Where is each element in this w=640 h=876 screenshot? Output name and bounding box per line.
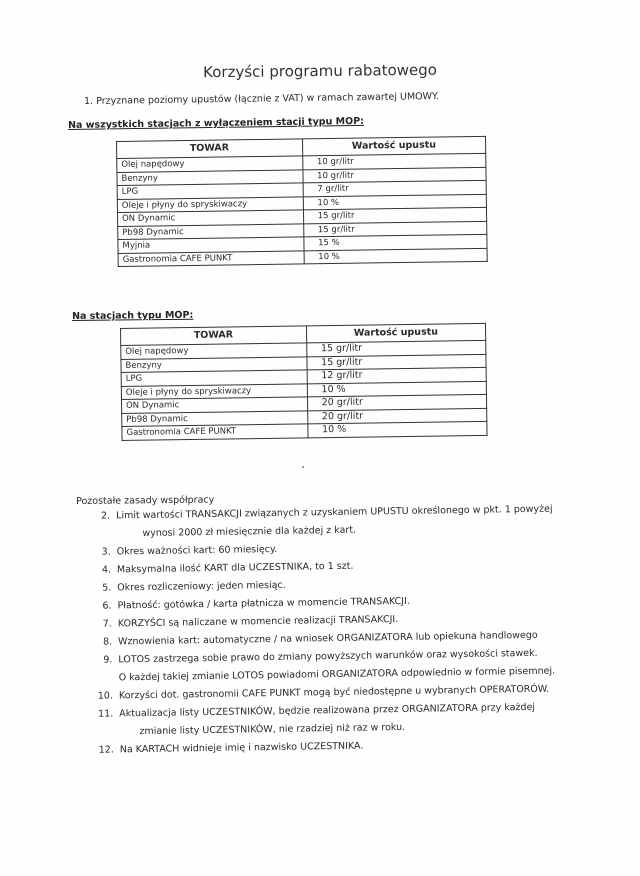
discount-cell: 10 gr/litr [302, 153, 486, 169]
rule-line: Płatność: gotówka / karta płatnicza w momencie TRANSAKCJI. [117, 595, 410, 612]
rule-line: Wznowienia kart: automatyczne / na wniosek ORGANIZATORA lub opiekuna handlowego [118, 629, 538, 648]
rule-line: KORZYŚCI są naliczane w momencie realizacji TRANSAKCJI. [117, 614, 399, 630]
discount-cell: 15 gr/litr [306, 340, 486, 356]
rule-line: O każdej takiej zmianie LOTOS powiadomi ORGANIZATORA odpowiednio w formie pisemnej. [118, 665, 556, 684]
product-cell: Gastronomia CAFE PUNKT [122, 424, 308, 440]
discount-table-all-stations [116, 136, 488, 267]
rule-line: LOTOS zastrzega sobie prawo do zmiany powyższych warunków oraz wysokości stawek. [118, 647, 538, 666]
product-cell: LPG [117, 183, 303, 199]
product-cell: Myjnia [118, 237, 304, 253]
discount-cell: 12 gr/litr [307, 367, 487, 383]
rule-line: Korzyści dot. gastronomii CAFE PUNKT mogą być niedostępne u wybranych OPERATORÓW. [118, 683, 550, 702]
product-cell: ON Dynamic [117, 210, 303, 226]
discount-cell: 20 gr/litr [307, 394, 487, 410]
discount-cell: 10 gr/litr [303, 167, 487, 183]
intro-text: 1. Przyznane poziomy upustów (łącznie z VAT) w ramach zawartej UMOWY. [84, 91, 439, 107]
rule-line: Na KARTACH widnieje imię i nazwisko UCZESTNIKA. [119, 740, 364, 756]
rule-number: 12. [98, 744, 114, 756]
discount-cell: 15 % [303, 234, 487, 250]
product-cell: Benzyny [121, 356, 307, 372]
rule-number: 2. [100, 510, 111, 522]
rule-line: wynosi 2000 zł miesięcznie dla każdej z kart. [142, 524, 357, 540]
product-cell: Pb98 Dynamic [122, 410, 308, 426]
product-cell: Olej napędowy [117, 156, 303, 172]
rule-line: Aktualizacja listy UCZESTNIKÓW, będzie realizowana przez ORGANIZATORA przy każdej [119, 701, 536, 720]
rule-line: Limit wartości TRANSAKCJI związanych z uzyskaniem UPUSTU określonego w pkt. 1 powyżej [116, 503, 553, 522]
discount-cell: 10 % [304, 248, 488, 264]
document-title: Korzyści programu rabatowego [203, 60, 437, 82]
column-header-discount: Wartość upustu [306, 323, 486, 343]
discount-cell: 20 gr/litr [307, 408, 487, 424]
product-cell: Oleje i płyny do spryskiwaczy [121, 383, 307, 399]
rule-number: 11. [98, 708, 114, 720]
rule-number: 9. [103, 654, 113, 666]
rule-number: 3. [101, 546, 111, 558]
discount-cell: 15 gr/litr [303, 221, 487, 237]
rule-line: Okres rozliczeniowy: jeden miesiąc. [117, 579, 286, 594]
rule-line: Okres ważności kart: 60 miesięcy. [116, 543, 278, 558]
column-header-discount: Wartość upustu [302, 136, 486, 156]
discount-cell: 10 % [307, 381, 487, 397]
column-header-towar: TOWAR [121, 326, 307, 346]
product-cell: Pb98 Dynamic [118, 223, 304, 239]
product-cell: Benzyny [117, 169, 303, 185]
section-mop-stations-label: Na stacjach typu MOP: [72, 309, 194, 322]
rule-number: 8. [102, 636, 113, 648]
discount-table-mop-stations [120, 323, 488, 441]
rule-number: 7. [102, 618, 112, 630]
product-cell: LPG [121, 370, 307, 386]
rule-line: zmianie listy UCZESTNIKÓW, nie rzadziej niż raz w roku. [139, 721, 406, 738]
column-header-towar: TOWAR [117, 139, 303, 159]
rule-number: 6. [102, 600, 112, 612]
product-cell: ON Dynamic [121, 397, 307, 413]
product-cell: Olej napędowy [121, 343, 307, 359]
product-cell: Oleje i płyny do spryskiwaczy [117, 196, 303, 212]
other-rules-heading: Pozostałe zasady współpracy [76, 494, 215, 507]
product-cell: Gastronomia CAFE PUNKT [118, 250, 304, 266]
rule-number: 5. [102, 582, 112, 594]
discount-cell: 10 % [303, 194, 487, 210]
discount-cell: 10 % [307, 421, 487, 437]
discount-cell: 7 gr/litr [303, 180, 487, 196]
rule-number: 4. [101, 564, 112, 576]
discount-cell: 15 gr/litr [307, 354, 487, 370]
other-rules-list [80, 500, 564, 760]
rule-line: Maksymalna ilość KART dla UCZESTNIKA, to 1 szt. [116, 560, 354, 576]
scan-speck [302, 466, 304, 468]
rule-number: 10. [97, 690, 114, 702]
discount-cell: 15 gr/litr [303, 207, 487, 223]
section-all-stations-label: Na wszystkich stacjach z wyłączeniem stacji typu MOP: [68, 115, 364, 131]
